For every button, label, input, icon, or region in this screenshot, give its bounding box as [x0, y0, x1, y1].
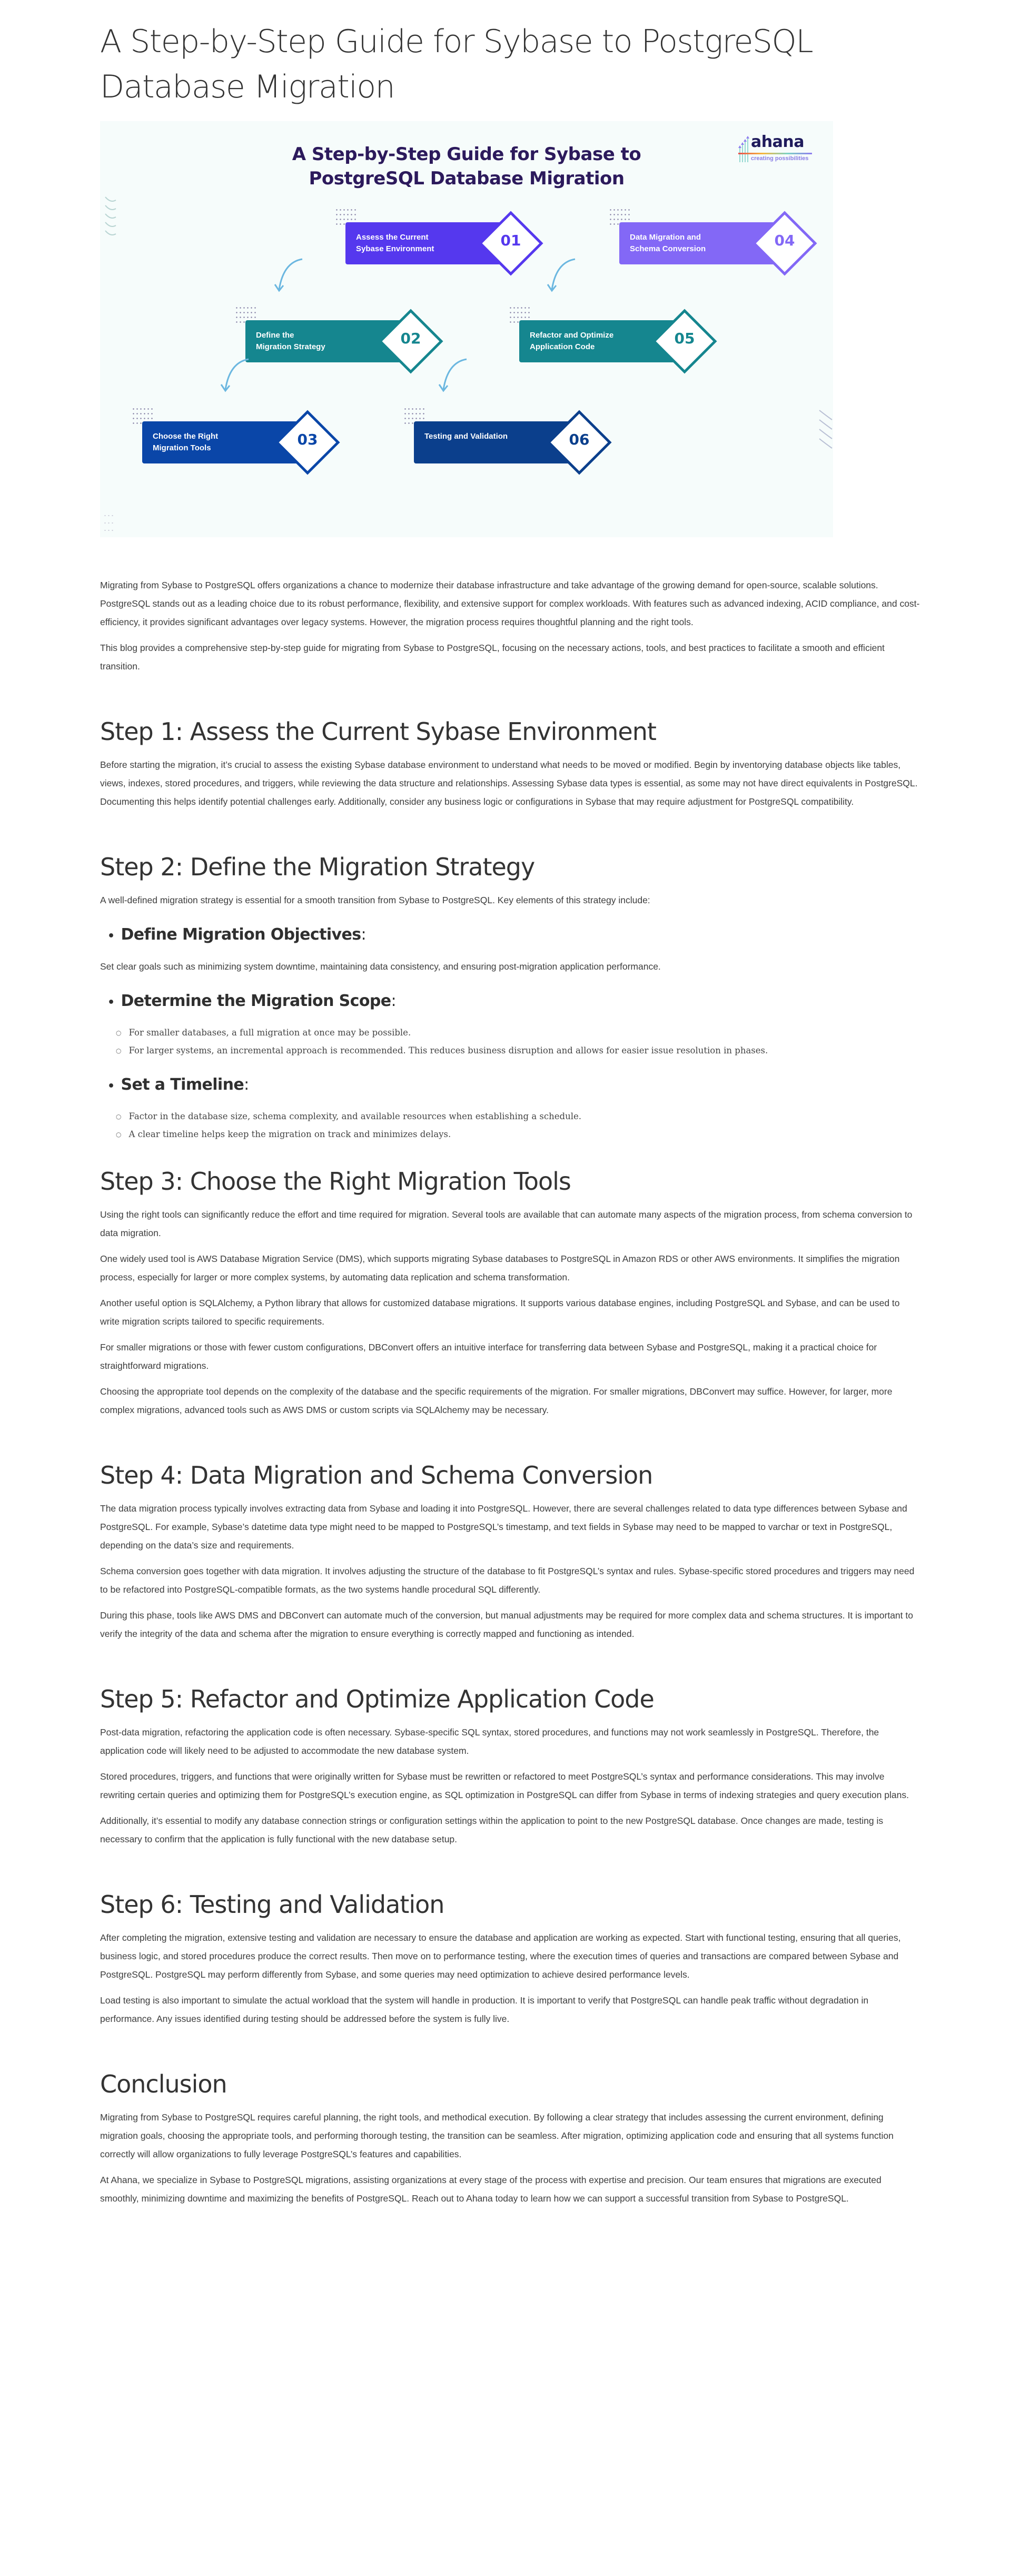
- ahana-logo: [738, 133, 817, 164]
- infographic-step-01: [345, 212, 551, 275]
- blog-article: [100, 0, 920, 2208]
- bullet-dot-icon: •: [107, 1080, 115, 1093]
- bullet-dot-icon: •: [107, 930, 115, 943]
- bullet-colon: :: [391, 992, 397, 1010]
- step3-section: [100, 1166, 920, 1419]
- step-label-line1: Data Migration and: [630, 233, 701, 242]
- step5-heading: Step 5: Refactor and Optimize Application Code: [100, 1685, 654, 1713]
- bullet-scope-heading: [107, 990, 920, 1014]
- list-item-text: A clear timeline helps keep the migration on track and minimizes delays.: [128, 1129, 451, 1139]
- logo-gradient-line: [738, 153, 812, 154]
- infographic-step-03: [142, 411, 348, 474]
- circle-bullet-icon: ○: [116, 1113, 122, 1120]
- step3-paragraph-1: Using the right tools can significantly reduce the effort and time required for migration. Several tools are available that can automate many aspects of the migration process, from schema conversion to data migration.: [100, 1209, 913, 1238]
- list-item: [116, 1024, 920, 1042]
- list-item: [116, 1108, 920, 1126]
- infographic-step-06: [414, 411, 619, 474]
- logo-wordmark: ahana: [751, 133, 804, 151]
- step6-heading: Step 6: Testing and Validation: [100, 1890, 444, 1919]
- circle-bullet-icon: ○: [116, 1047, 122, 1054]
- intro-section: [100, 576, 920, 676]
- infographic-title-line2: PostgreSQL Database Migration: [309, 168, 625, 189]
- step-label-line2: Schema Conversion: [630, 244, 706, 253]
- decorative-wave-icon: [104, 195, 120, 237]
- curved-arrow-icon: [546, 257, 577, 294]
- curved-arrow-icon: [437, 357, 469, 394]
- step4-paragraph-3: During this phase, tools like AWS DMS and DBConvert can automate much of the conversion, but manual adjustments may be required for more complex data and schema structures. It is important to verify the integrity of the data and schema after the migration to ensure everything is correctly mapped and functioning as intended.: [100, 1610, 913, 1639]
- timeline-list: [116, 1108, 920, 1143]
- step-number: 03: [297, 431, 318, 448]
- scope-list: [116, 1024, 920, 1060]
- conclusion-section: [100, 2068, 920, 2208]
- intro-paragraph-1: Migrating from Sybase to PostgreSQL offers organizations a chance to modernize their database infrastructure and take advantage of the growing demand for open-source, scalable solutions. PostgreSQL stands out as a leading choice due to its robust performance, flexibility, and extensive support for complex workloads. With features such as advanced indexing, ACID compliance, and cost-efficiency, it provides significant advantages over legacy systems. However, the migration process requires thoughtful planning and the right tools.: [100, 580, 920, 627]
- bullet-title: Set a Timeline: [121, 1075, 244, 1094]
- step1-heading: Step 1: Assess the Current Sybase Environment: [100, 717, 656, 746]
- bullet-title: Define Migration Objectives: [121, 925, 361, 944]
- step5-paragraph-2: Stored procedures, triggers, and functions that were originally written for Sybase must be rewritten or refactored to meet PostgreSQL’s syntax and performance considerations. This may involve rewriting certain queries and optimizing them for PostgreSQL’s execution engine, as SQL optimization in PostgreSQL can differ from Sybase in terms of indexing strategies and query execution plans.: [100, 1771, 909, 1800]
- intro-paragraph-2: This blog provides a comprehensive step-by-step guide for migrating from Sybase to PostgreSQL, focusing on the necessary actions, tools, and best practices to facilitate a smooth and efficient transition.: [100, 643, 885, 672]
- step-number: 02: [400, 330, 421, 347]
- conclusion-paragraph-2: At Ahana, we specialize in Sybase to PostgreSQL migrations, assisting organizations at every stage of the process with expertise and precision. Our team ensures that migrations are executed smoothly, minimizing downtime and maximizing the benefits of PostgreSQL. Reach out to Ahana today to learn how we can support a successful transition from Sybase to PostgreSQL.: [100, 2175, 882, 2204]
- infographic-step-05: [519, 310, 725, 373]
- step2-section: [100, 851, 920, 1143]
- infographic-step-02: [245, 310, 451, 373]
- step5-section: [100, 1683, 920, 1849]
- step-label-line2: Application Code: [530, 342, 595, 351]
- bullet-dot-icon: •: [107, 996, 115, 1009]
- step1-section: [100, 716, 920, 811]
- step2-heading: Step 2: Define the Migration Strategy: [100, 853, 535, 881]
- step6-paragraph-2: Load testing is also important to simulate the actual workload that the system will handle in production. It is important to verify that PostgreSQL can handle peak traffic without degradation in performance. Any issues identified during testing should be addressed before the system is fully live.: [100, 1995, 869, 2024]
- logo-arrows-icon: [738, 136, 750, 162]
- circle-bullet-icon: ○: [116, 1131, 122, 1138]
- hero-infographic: [100, 121, 833, 537]
- step-label-line1: Refactor and Optimize: [530, 331, 614, 340]
- step5-paragraph-1: Post-data migration, refactoring the application code is often necessary. Sybase-specific SQL syntax, stored procedures, and functions may not work seamlessly in PostgreSQL. Therefore, the application code will likely need to be adjusted to accommodate the new database system.: [100, 1727, 879, 1756]
- step-number: 06: [569, 431, 590, 448]
- curved-arrow-icon: [273, 257, 304, 294]
- decorative-dots: [103, 512, 115, 537]
- step5-paragraph-3: Additionally, it’s essential to modify any database connection strings or configuration settings within the application to point to the new PostgreSQL database. Once changes are made, testing is necessary to confirm that the application is fully functional with the new database setup.: [100, 1815, 884, 1844]
- step6-paragraph-1: After completing the migration, extensive testing and validation are necessary to ensure the database and application are working as expected. Start with functional testing, ensuring that all queries, business logic, and stored procedures produce the correct results. Then move on to performance testing, where the execution times of queries and transactions are compared between Sybase and PostgreSQL. PostgreSQL may perform differently from Sybase, and some queries may need optimization to achieve desired performance levels.: [100, 1932, 901, 1980]
- infographic-title: [100, 142, 833, 191]
- infographic-title-line1: A Step-by-Step Guide for Sybase to: [292, 144, 641, 165]
- conclusion-heading: Conclusion: [100, 2070, 227, 2098]
- decorative-wave-icon: [817, 408, 833, 450]
- circle-bullet-icon: ○: [116, 1029, 122, 1037]
- bullet-title: Determine the Migration Scope: [121, 992, 391, 1010]
- list-item-text: For larger systems, an incremental approach is recommended. This reduces business disruption and allows for easier issue resolution in phases.: [128, 1045, 768, 1055]
- step4-paragraph-1: The data migration process typically involves extracting data from Sybase and loading it into PostgreSQL. However, there are several challenges related to data type differences between Sybase and PostgreSQL. For example, Sybase’s datetime data type might need to be mapped to PostgreSQL’s timestamp, and text fields in Sybase may need to be mapped to varchar or text in PostgreSQL, depending on the data’s size and requirements.: [100, 1503, 907, 1551]
- step6-section: [100, 1889, 920, 2028]
- step3-paragraph-5: Choosing the appropriate tool depends on the complexity of the database and the specific requirements of the migration. For smaller migrations, DBConvert may suffice. However, for larger, more complex migrations, advanced tools such as AWS DMS or custom scripts via SQLAlchemy may be necessary.: [100, 1386, 893, 1415]
- bullet-colon: :: [361, 925, 366, 944]
- step4-paragraph-2: Schema conversion goes together with data migration. It involves adjusting the structure of the database to fit PostgreSQL’s syntax and rules. Sybase-specific stored procedures and triggers may need to be refactored into PostgreSQL-compatible formats, as the two systems handle procedural SQL differently.: [100, 1566, 915, 1595]
- step2-intro: A well-defined migration strategy is essential for a smooth transition from Sybase to PostgreSQL. Key elements of this strategy include:: [100, 895, 650, 905]
- list-item: [116, 1042, 920, 1060]
- step-label-line2: Migration Strategy: [256, 342, 325, 351]
- list-item-text: Factor in the database size, schema complexity, and available resources when establishing a schedule.: [128, 1111, 581, 1121]
- bullet-objectives-heading: [107, 923, 920, 948]
- step4-heading: Step 4: Data Migration and Schema Conversion: [100, 1461, 653, 1489]
- step-label-line2: Migration Tools: [153, 443, 211, 452]
- list-item-text: For smaller databases, a full migration at once may be possible.: [128, 1028, 411, 1038]
- step1-paragraph: Before starting the migration, it’s crucial to assess the existing Sybase database environment to understand what needs to be moved or modified. Begin by inventorying database objects like tables, views, indexes, stored procedures, and triggers, while reviewing the data structure and relationships. Assessing Sybase data types is essential, as some may not have direct equivalents in PostgreSQL. Documenting this helps identify potential challenges early. Additionally, consider any business logic or configurations in Sybase that may require adjustment for PostgreSQL compatibility.: [100, 759, 918, 807]
- step-number: 05: [674, 330, 695, 347]
- step-label-line1: Choose the Right: [153, 432, 219, 441]
- list-item: [116, 1126, 920, 1143]
- conclusion-paragraph-1: Migrating from Sybase to PostgreSQL requires careful planning, the right tools, and methodical execution. By following a clear strategy that includes assessing the current environment, defining migration goals, choosing the appropriate tools, and performing thorough testing, the transition can be seamless. After migration, optimizing application code and ensuring that all systems function correctly will allow organizations to fully leverage PostgreSQL’s features and capabilities.: [100, 2112, 894, 2159]
- step4-section: [100, 1459, 920, 1643]
- page-title: A Step-by-Step Guide for Sybase to PostgreSQL Database Migration: [100, 23, 813, 105]
- logo-tagline: creating possibilities: [751, 155, 809, 162]
- objectives-text: Set clear goals such as minimizing system downtime, maintaining data consistency, and ensuring post-migration application performance.: [100, 961, 661, 972]
- step-label-line1: Define the: [256, 331, 294, 340]
- step3-paragraph-3: Another useful option is SQLAlchemy, a Python library that allows for customized database migrations. It supports various database engines, including PostgreSQL and Sybase, and can be used to write migration scripts tailored to specific requirements.: [100, 1298, 900, 1327]
- step3-paragraph-4: For smaller migrations or those with fewer custom configurations, DBConvert offers an intuitive interface for transferring data between Sybase and PostgreSQL, making it a practical choice for straightforward migrations.: [100, 1342, 877, 1371]
- step-number: 04: [774, 232, 795, 249]
- step3-heading: Step 3: Choose the Right Migration Tools: [100, 1167, 571, 1196]
- step3-paragraph-2: One widely used tool is AWS Database Migration Service (DMS), which supports migrating Sybase databases to PostgreSQL in Amazon RDS or other AWS environments. It simplifies the migration process, especially for larger or more complex systems, by automating data replication and schema transformation.: [100, 1254, 900, 1282]
- bullet-colon: :: [244, 1075, 249, 1094]
- infographic-step-04: [619, 212, 825, 275]
- step-number: 01: [500, 232, 521, 249]
- step-label-line1: Assess the Current: [356, 233, 429, 242]
- bullet-timeline-heading: [107, 1073, 920, 1098]
- curved-arrow-icon: [219, 357, 251, 394]
- step-label-line2: Sybase Environment: [356, 244, 434, 253]
- step-label-line1: Testing and Validation: [424, 432, 508, 441]
